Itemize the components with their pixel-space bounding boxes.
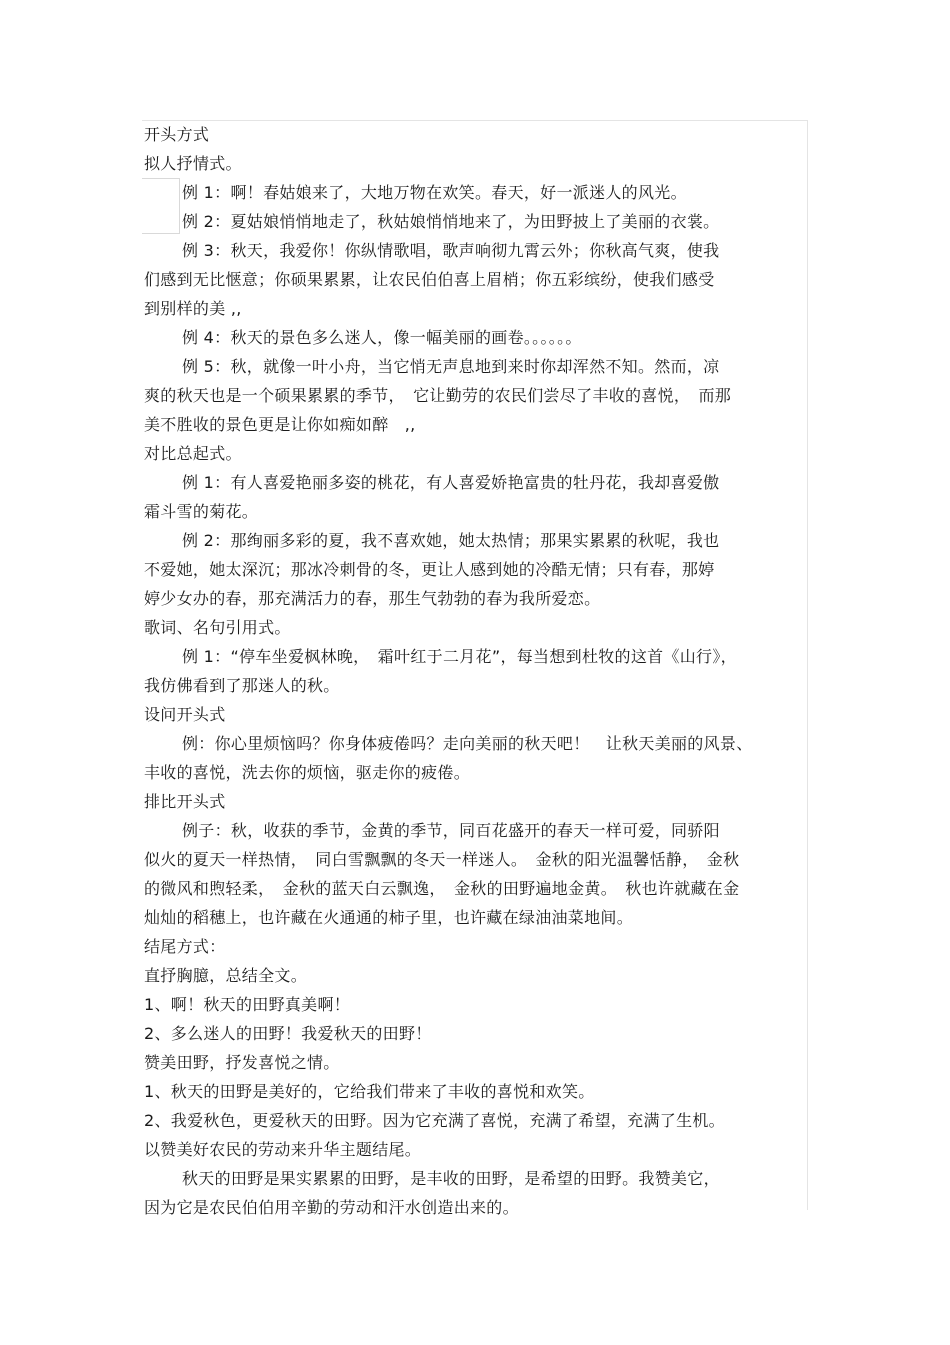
text-line: 赞美田野，抒发喜悦之情。 (144, 1053, 340, 1072)
text-line: 例：你心里烦恼吗？你身体疲倦吗？走向美丽的秋天吧！ 让秋天美丽的风景、 (182, 734, 753, 753)
text-line: 2、我爱秋色，更爱秋天的田野。因为它充满了喜悦，充满了希望，充满了生机。 (144, 1111, 725, 1130)
text-line: 开头方式 (144, 125, 210, 144)
text-line: 灿灿的稻穗上，也许藏在火通通的柿子里，也许藏在绿油油菜地间。 (144, 908, 634, 927)
text-line: 例 2：夏姑娘悄悄地走了，秋姑娘悄悄地来了，为田野披上了美丽的衣裳。 (182, 212, 720, 231)
text-line: 的微风和煦轻柔， 金秋的蓝天白云飘逸， 金秋的田野遍地金黄。 秋也许就藏在金 (144, 879, 740, 898)
text-line: 歌词、名句引用式。 (144, 618, 291, 637)
text-line: 以赞美好农民的劳动来升华主题结尾。 (144, 1140, 422, 1159)
text-line: 2、多么迷人的田野！我爱秋天的田野！ (144, 1024, 432, 1043)
text-line: 例 5：秋，就像一叶小舟，当它悄无声息地到来时你却浑然不知。然而，凉 (182, 357, 720, 376)
text-line: 例 1：啊！春姑娘来了，大地万物在欢笑。春天，好一派迷人的风光。 (182, 183, 687, 202)
text-line: 结尾方式： (144, 937, 226, 956)
text-line: 秋天的田野是果实累累的田野，是丰收的田野，是希望的田野。我赞美它， (182, 1169, 720, 1188)
text-line: 例子：秋，收获的季节，金黄的季节，同百花盛开的春天一样可爱，同骄阳 (182, 821, 720, 840)
text-line: 1、秋天的田野是美好的，它给我们带来了丰收的喜悦和欢笑。 (144, 1082, 595, 1101)
text-line: 到别样的美 ,, (144, 299, 242, 318)
text-line: 不爱她，她太深沉；那冰冷刺骨的冬，更让人感到她的冷酷无情；只有春，那婷 (144, 560, 715, 579)
text-line: 例 1：有人喜爱艳丽多姿的桃花，有人喜爱娇艳富贵的牡丹花，我却喜爱傲 (182, 473, 720, 492)
text-line: 例 4：秋天的景色多么迷人，像一幅美丽的画卷。。。。。。 (182, 328, 582, 347)
text-line: 直抒胸臆，总结全文。 (144, 966, 308, 985)
text-line: 爽的秋天也是一个硕果累累的季节， 它让勤劳的农民们尝尽了丰收的喜悦， 而那 (144, 386, 732, 405)
text-line: 因为它是农民伯伯用辛勤的劳动和汗水创造出来的。 (144, 1198, 519, 1217)
text-line: 例 2：那绚丽多彩的夏，我不喜欢她，她太热情；那果实累累的秋呢，我也 (182, 531, 720, 550)
text-line: 例 1：“停车坐爱枫林晚， 霜叶红于二月花”，每当想到杜牧的这首《山行》， (182, 647, 737, 666)
text-line: 们感到无比惬意；你硕果累累，让农民伯伯喜上眉梢；你五彩缤纷，使我们感受 (144, 270, 715, 289)
text-line: 1、啊！秋天的田野真美啊！ (144, 995, 351, 1014)
text-line: 对比总起式。 (144, 444, 242, 463)
text-line: 婷少女办的春，那充满活力的春，那生气勃勃的春为我所爱恋。 (144, 589, 601, 608)
text-line: 拟人抒情式。 (144, 154, 242, 173)
text-line: 霜斗雪的菊花。 (144, 502, 259, 521)
text-line: 设问开头式 (144, 705, 226, 724)
text-line: 排比开头式 (144, 792, 226, 811)
document-body (144, 120, 810, 1222)
text-line: 似火的夏天一样热情， 同白雪飘飘的冬天一样迷人。 金秋的阳光温馨恬静， 金秋 (144, 850, 740, 869)
text-line: 丰收的喜悦，洗去你的烦恼，驱走你的疲倦。 (144, 763, 471, 782)
text-line: 例 3：秋天，我爱你！你纵情歌唱，歌声响彻九霄云外；你秋高气爽，使我 (182, 241, 720, 260)
text-line: 美不胜收的景色更是让你如痴如醉 ,, (144, 415, 416, 434)
text-line: 我仿佛看到了那迷人的秋。 (144, 676, 340, 695)
